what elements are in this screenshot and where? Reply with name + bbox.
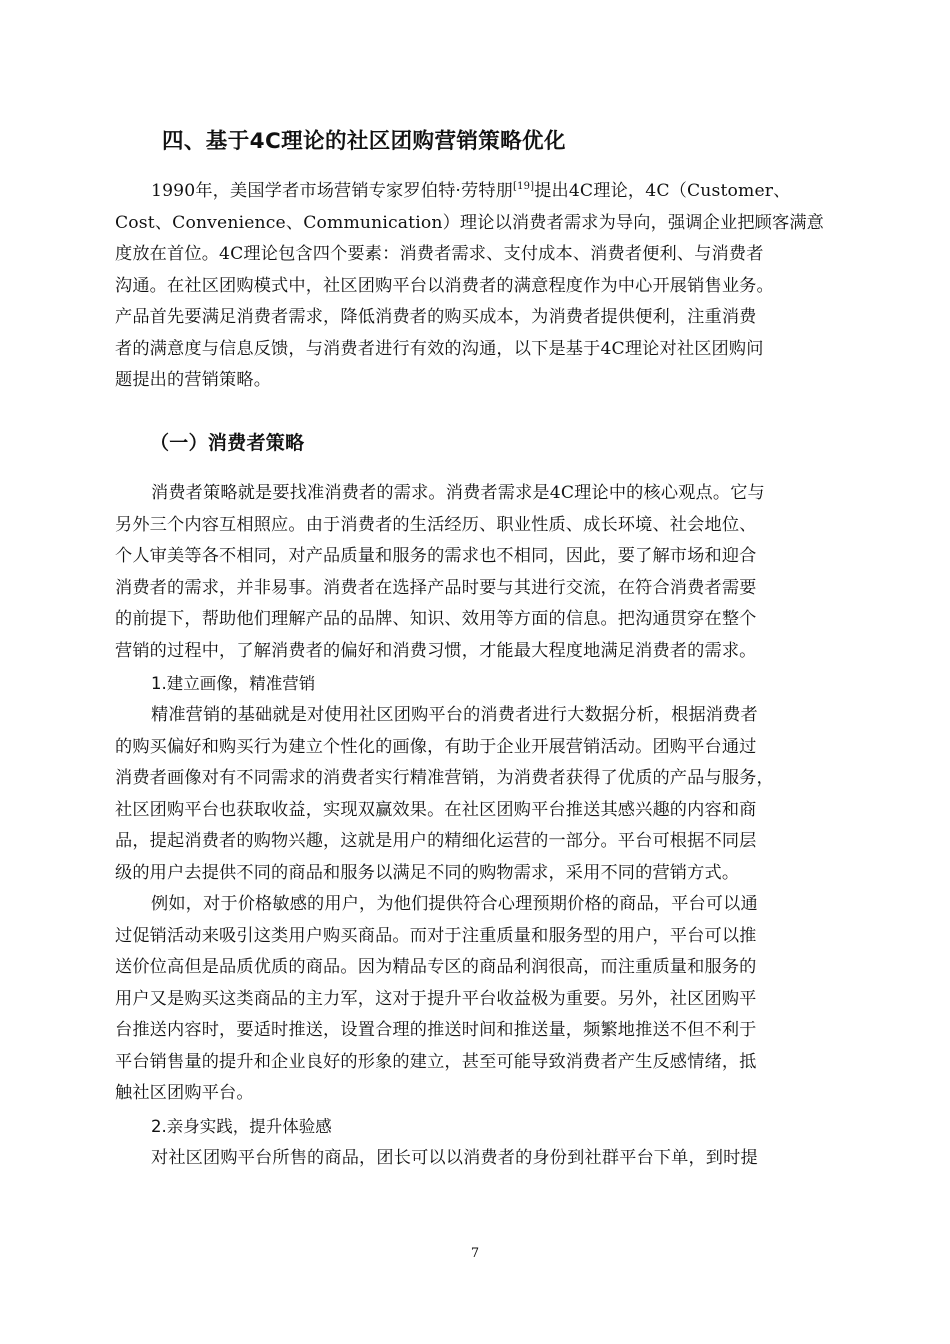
subsection-title: （一）消费者策略	[150, 432, 305, 454]
intro-line-text: 提出4C理论，4C（Customer、	[534, 181, 791, 201]
para2-line: 社区团购平台也获取收益，实现双赢效果。在社区团购平台推送其感兴趣的内容和商	[115, 799, 757, 820]
intro-line: 题提出的营销策略。	[115, 370, 272, 390]
intro-line: 度放在首位。4C理论包含四个要素：消费者需求、支付成本、消费者便利、与消费者	[115, 244, 764, 264]
intro-line	[115, 176, 837, 208]
intro-line: 沟通。在社区团购模式中，社区团购平台以消费者的满意程度作为中心开展销售业务。	[115, 275, 774, 296]
para1-line: 个人审美等各不相同，对产品质量和服务的需求也不相同，因此，要了解市场和迎合	[115, 546, 757, 566]
intro-line: Cost、Convenience、Communication）理论以消费者需求为导向，强调企业把顾客满意	[115, 212, 825, 233]
para2-line: 的购买偏好和购买行为建立个性化的画像，有助于企业开展营销活动。团购平台通过	[115, 736, 757, 757]
para3-line: 例如，对于价格敏感的用户，为他们提供符合心理预期价格的商品，平台可以通	[151, 894, 758, 914]
para2-line: 精准营销的基础就是对使用社区团购平台的消费者进行大数据分析，根据消费者	[151, 705, 758, 725]
para1-line: 另外三个内容互相照应。由于消费者的生活经历、职业性质、成长环境、社会地位、	[115, 514, 757, 535]
intro-line-text: 1990年，美国学者市场营销专家罗伯特·劳特朋	[151, 181, 514, 201]
para1-line: 消费者的需求，并非易事。消费者在选择产品时要与其进行交流，在符合消费者需要	[115, 577, 757, 598]
para2-line: 消费者画像对有不同需求的消费者实行精准营销，为消费者获得了优质的产品与服务，	[115, 768, 774, 788]
heading-2: 2.亲身实践，提升体验感	[151, 1116, 332, 1136]
citation-ref: [19]	[513, 181, 535, 192]
heading-1: 1.建立画像，精准营销	[151, 674, 316, 693]
para3-line: 过促销活动来吸引这类用户购买商品。而对于注重质量和服务型的用户，平台可以推	[115, 925, 757, 946]
para2-line: 级的用户去提供不同的商品和服务以满足不同的购物需求，采用不同的营销方式。	[115, 862, 740, 883]
para3-line: 触社区团购平台。	[115, 1083, 254, 1103]
intro-line: 产品首先要满足消费者需求，降低消费者的购买成本，为消费者提供便利，注重消费	[115, 307, 757, 327]
para1-line: 消费者策略就是要找准消费者的需求。消费者需求是4C理论中的核心观点。它与	[151, 483, 765, 503]
para3-line: 送价位高但是品质优质的商品。因为精品专区的商品利润很高，而注重质量和服务的	[115, 957, 757, 977]
section-title: 四、基于4C理论的社区团购营销策略优化	[162, 129, 566, 154]
para3-line: 用户又是购买这类商品的主力军，这对于提升平台收益极为重要。另外，社区团购平	[115, 988, 757, 1009]
para3-line: 平台销售量的提升和企业良好的形象的建立，甚至可能导致消费者产生反感情绪，抵	[115, 1051, 757, 1072]
intro-paragraph	[115, 176, 837, 397]
page-number: 7	[470, 1246, 480, 1261]
para1-line: 的前提下，帮助他们理解产品的品牌、知识、效用等方面的信息。把沟通贯穿在整个	[115, 609, 757, 629]
body-section	[115, 478, 837, 1174]
para1-line: 营销的过程中，了解消费者的偏好和消费习惯，才能最大程度地满足消费者的需求。	[115, 640, 757, 661]
para3-line: 台推送内容时，要适时推送，设置合理的推送时间和推送量，频繁地推送不但不利于	[115, 1020, 757, 1040]
para2-line: 品，提起消费者的购物兴趣，这就是用户的精细化运营的一部分。平台可根据不同层	[115, 831, 757, 851]
para4-line: 对社区团购平台所售的商品，团长可以以消费者的身份到社群平台下单，到时提	[151, 1147, 758, 1168]
intro-line: 者的满意度与信息反馈，与消费者进行有效的沟通，以下是基于4C理论对社区团购问	[115, 338, 764, 359]
